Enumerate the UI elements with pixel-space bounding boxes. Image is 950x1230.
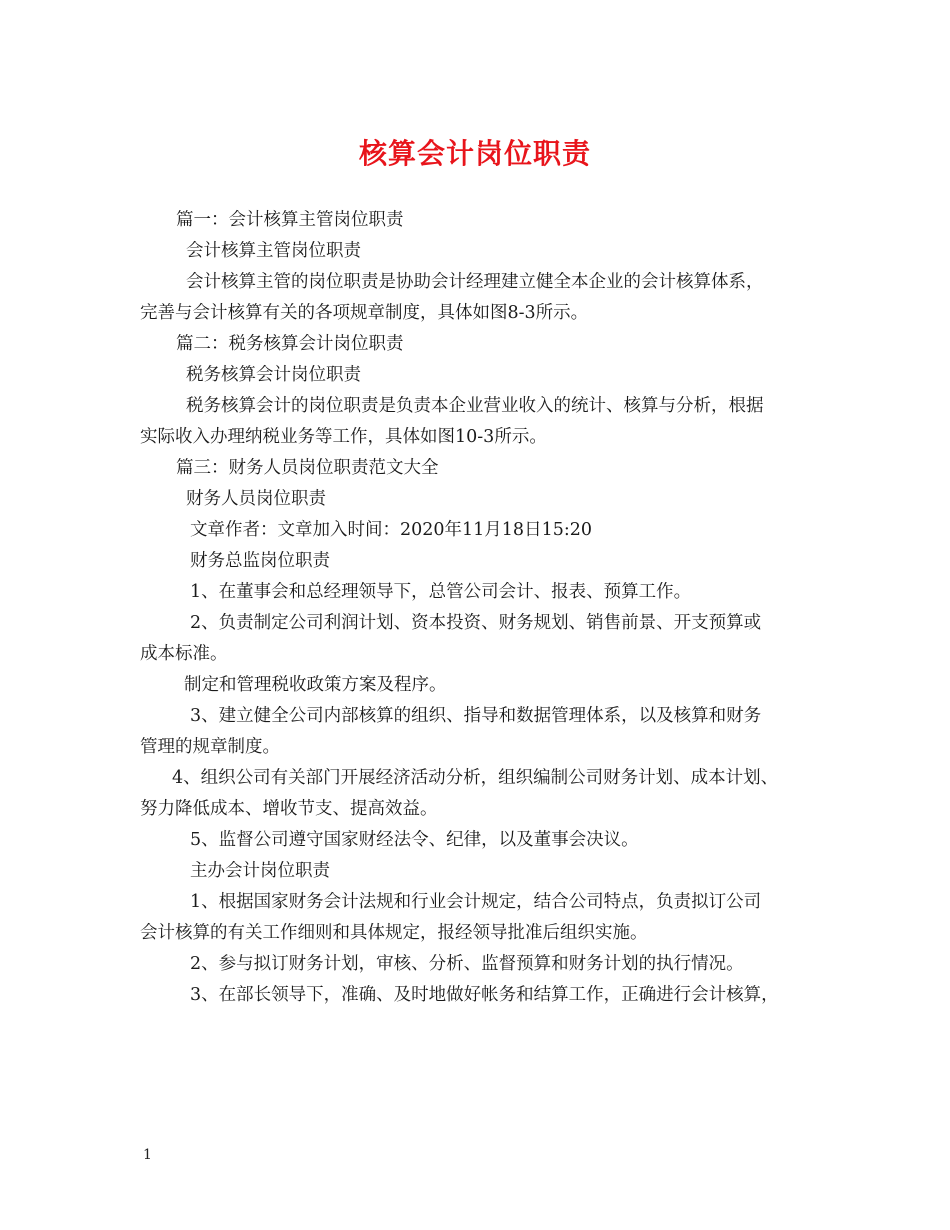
paragraph-line: 管理的规章制度。 bbox=[140, 737, 280, 757]
document-body bbox=[140, 205, 840, 1011]
list-item: 1、根据国家财务会计法规和行业会计规定，结合公司特点，负责拟订公司 bbox=[190, 892, 762, 912]
paragraph-line: 会计核算主管的岗位职责是协助会计经理建立健全本企业的会计核算体系， bbox=[186, 272, 764, 292]
subheading: 财务人员岗位职责 bbox=[186, 489, 326, 509]
section-heading-1: 篇一：会计核算主管岗位职责 bbox=[176, 210, 404, 230]
list-item: 1、在董事会和总经理领导下，总管公司会计、报表、预算工作。 bbox=[190, 582, 692, 602]
document-title: 核算会计岗位职责 bbox=[358, 137, 591, 170]
paragraph-line: 实际收入办理纳税业务等工作，具体如图10-3所示。 bbox=[140, 427, 547, 447]
paragraph-line: 成本标准。 bbox=[140, 644, 228, 664]
paragraph-line: 完善与会计核算有关的各项规章制度，具体如图8-3所示。 bbox=[140, 303, 589, 323]
section-heading-3: 篇三：财务人员岗位职责范文大全 bbox=[176, 458, 439, 478]
page-number: 1 bbox=[143, 1147, 152, 1163]
list-item: 5、监督公司遵守国家财经法令、纪律，以及董事会决议。 bbox=[190, 830, 639, 850]
section-heading-2: 篇二：税务核算会计岗位职责 bbox=[176, 334, 404, 354]
subheading: 税务核算会计岗位职责 bbox=[186, 365, 361, 385]
list-item: 2、参与拟订财务计划，审核、分析、监督预算和财务计划的执行情况。 bbox=[190, 954, 744, 974]
paragraph-line: 制定和管理税收政策方案及程序。 bbox=[184, 675, 447, 695]
list-item: 3、建立健全公司内部核算的组织、指导和数据管理体系，以及核算和财务 bbox=[190, 706, 762, 726]
list-item: 2、负责制定公司利润计划、资本投资、财务规划、销售前景、开支预算或 bbox=[190, 613, 762, 633]
subheading: 会计核算主管岗位职责 bbox=[186, 241, 361, 261]
subheading: 财务总监岗位职责 bbox=[190, 551, 330, 571]
paragraph-line: 税务核算会计的岗位职责是负责本企业营业收入的统计、核算与分析，根据 bbox=[186, 396, 764, 416]
article-meta: 文章作者：文章加入时间：2020年11月18日15:20 bbox=[190, 520, 593, 540]
paragraph-line: 努力降低成本、增收节支、提高效益。 bbox=[140, 799, 438, 819]
paragraph-line: 会计核算的有关工作细则和具体规定，报经领导批准后组织实施。 bbox=[140, 923, 648, 943]
subheading: 主办会计岗位职责 bbox=[190, 861, 330, 881]
list-item: 3、在部长领导下，准确、及时地做好帐务和结算工作，正确进行会计核算， bbox=[190, 985, 779, 1005]
list-item: 4、组织公司有关部门开展经济活动分析，组织编制公司财务计划、成本计划、 bbox=[172, 768, 779, 788]
